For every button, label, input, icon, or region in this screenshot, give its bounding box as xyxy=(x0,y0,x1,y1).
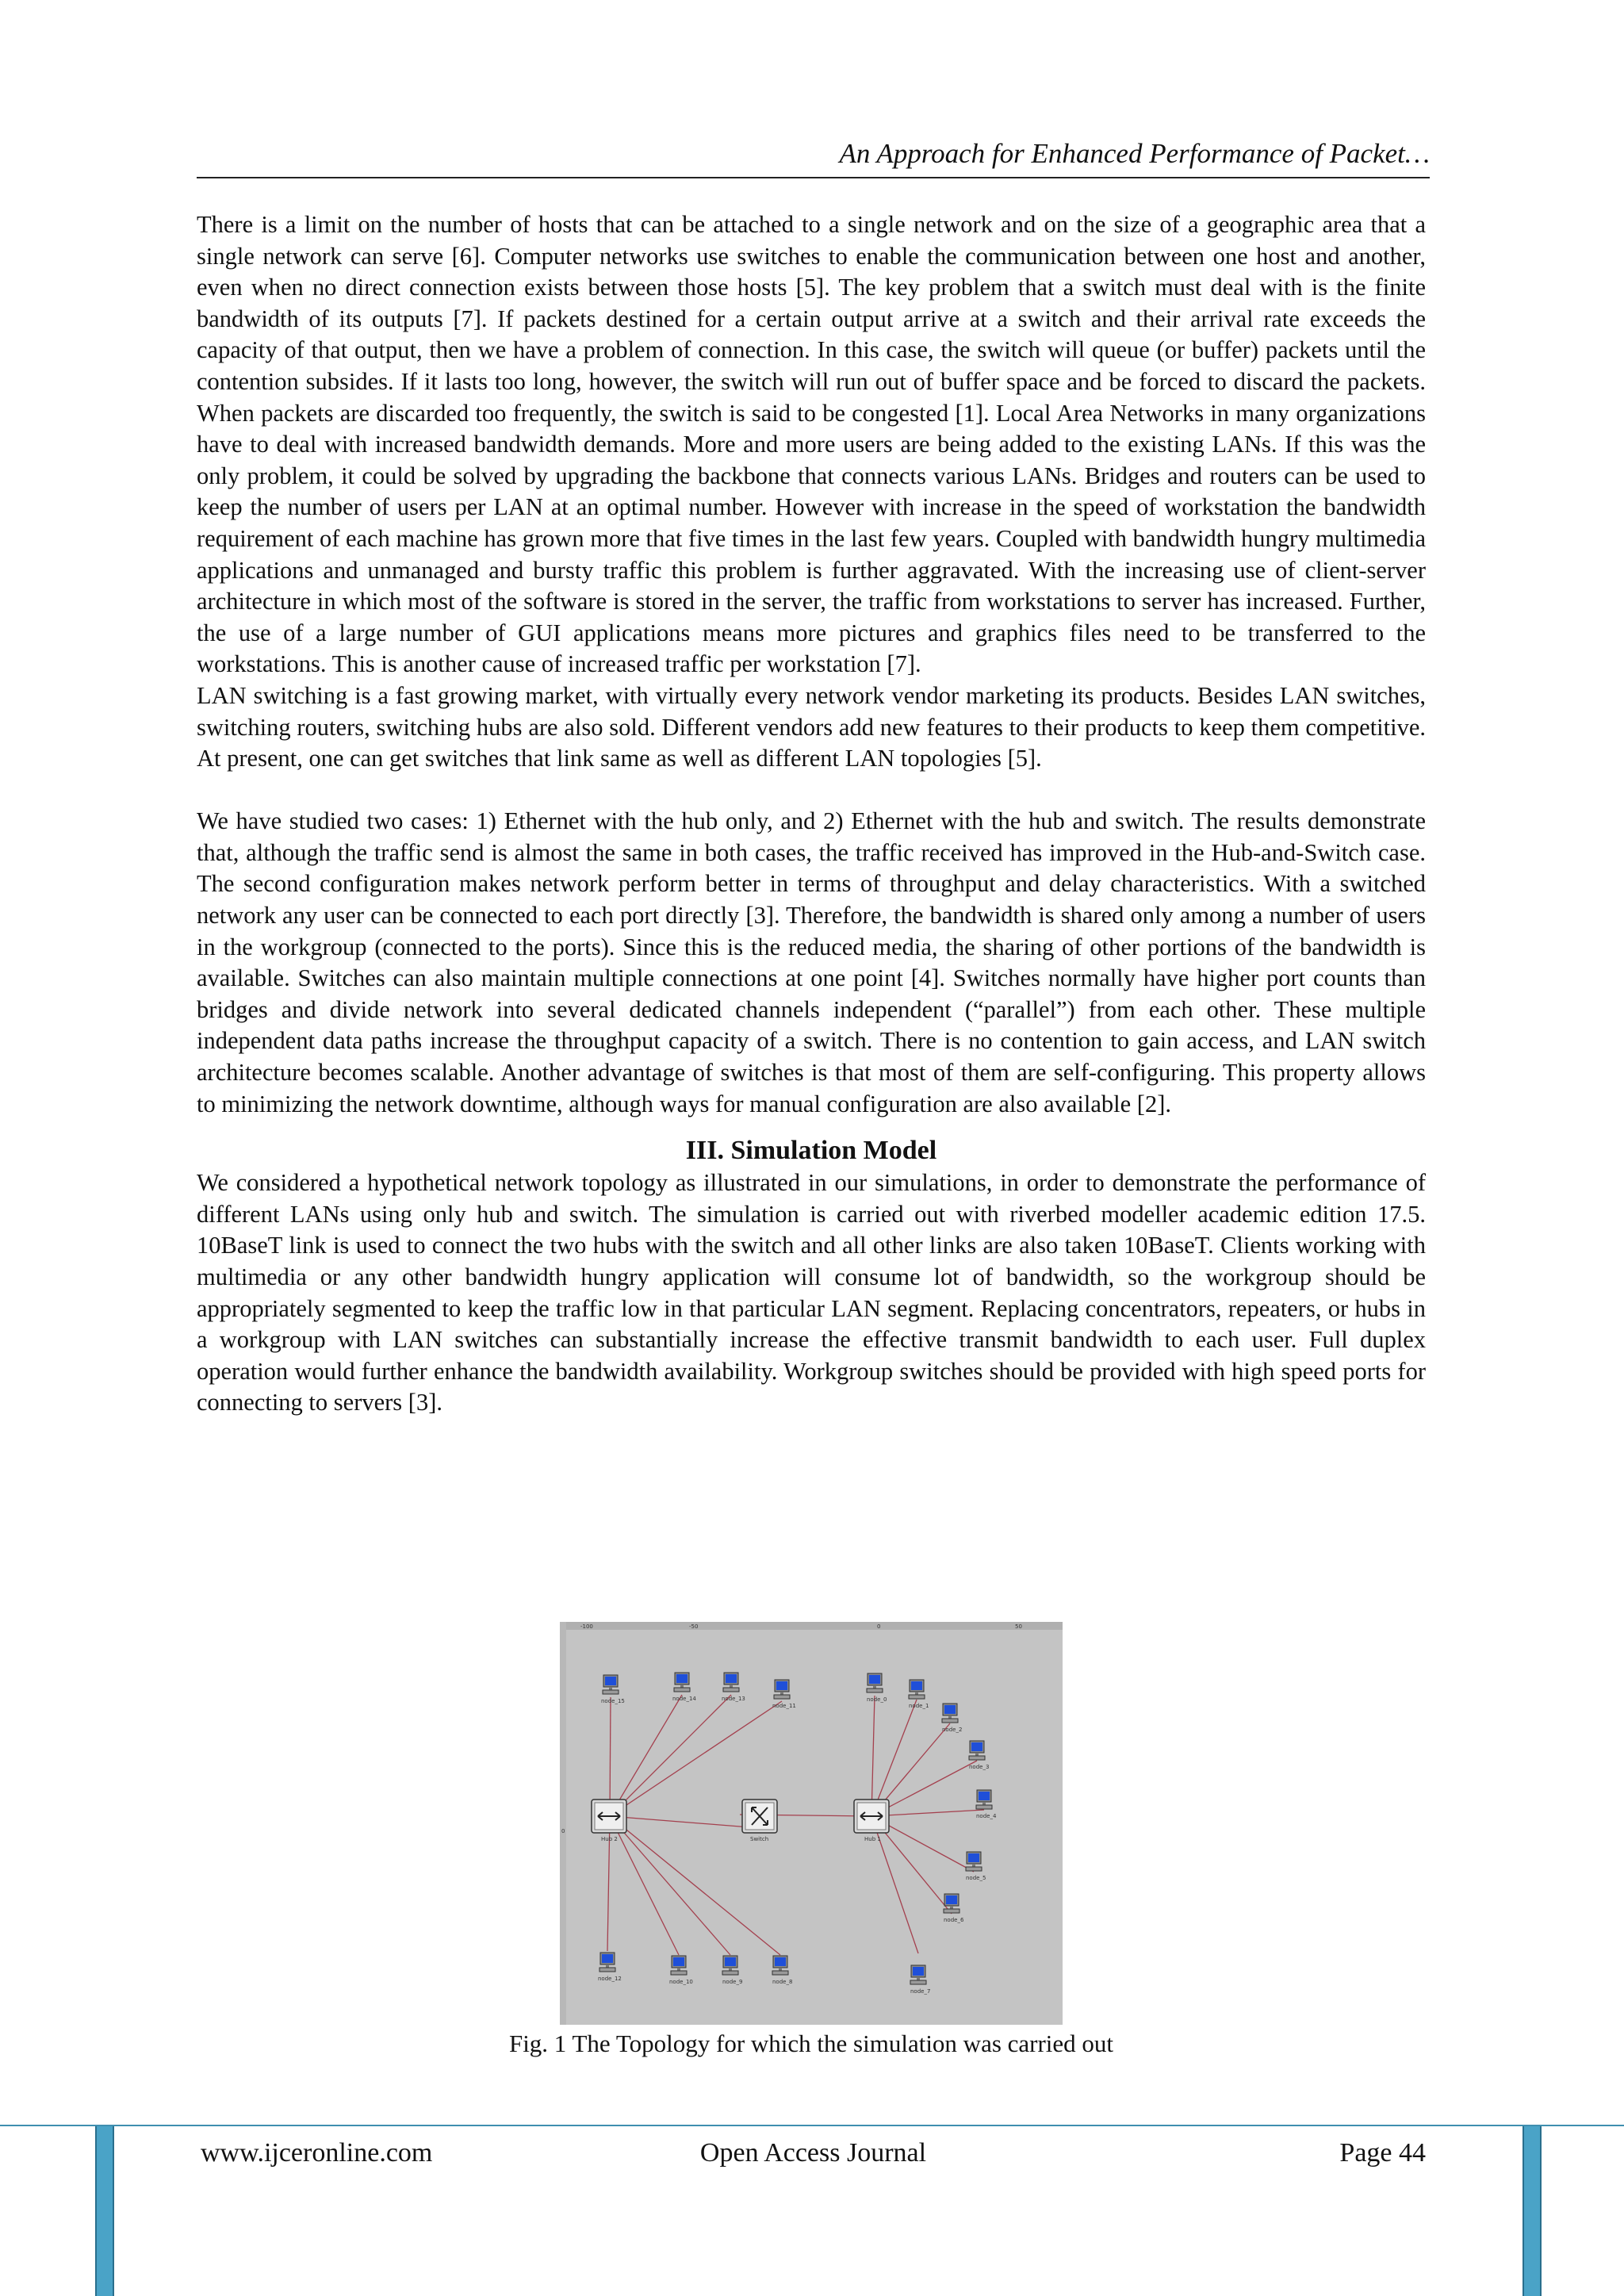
header-rule xyxy=(197,177,1430,178)
tick-label-2: -50 xyxy=(689,1623,699,1630)
figure-caption: Fig. 1 The Topology for which the simulation was carried out xyxy=(508,2030,1114,2057)
footer-website: www.ijceronline.com xyxy=(201,2138,433,2168)
switch-label: Switch xyxy=(750,1836,769,1842)
node-10-label: node_10 xyxy=(669,1979,693,1985)
node-11-label: node_11 xyxy=(772,1703,796,1709)
node-9-label: node_9 xyxy=(722,1979,743,1985)
node-5-label: node_5 xyxy=(966,1875,986,1881)
left-ruler xyxy=(560,1622,566,2025)
footer-page-number: Page 44 xyxy=(1339,2138,1426,2168)
top-ruler xyxy=(560,1622,1063,1630)
running-head: An Approach for Enhanced Performance of Packet… xyxy=(839,138,1430,169)
paragraph-1: There is a limit on the number of hosts that can be attached to a single network and on the size of a geographic area that a single network can serve [6]. Computer networks use switches to enable the communication between one host and another, even when no direct connection exists between those hosts [5]. The key problem that a switch must deal with is the finite bandwidth of its outputs [7]. If packets destined for a certain output arrive at a switch and their arrival rate exceeds the capacity of that output, then we have a problem of connection. In this case, the switch will queue (or buffer) packets until the contention subsides. If it lasts too long, however, the switch will run out of buffer space and be forced to discard the packets. When packets are discarded too frequently, the switch is said to be congested [1]. Local Area Networks in many organizations have to deal with increased bandwidth demands. More and more users are being added to the existing LANs. If this was the only problem, it could be solved by upgrading the backbone that connects various LANs. Bridges and routers can be used to keep the number of users per LAN at an optimal number. However with increase in the speed of workstation the bandwidth requirement of each machine has grown more that five times in the last few years. Coupled with bandwidth hungry multimedia applications and unmanaged and bursty traffic this problem is further aggravated. With the increasing use of client-server architecture in which most of the software is stored in the server, the traffic from workstations to server has increased. Further, the use of a large number of GUI applications means more pictures and graphics files need to be transferred to the workstations. This is another cause of increased traffic per workstation [7]. xyxy=(197,211,1426,678)
node-15-label: node_15 xyxy=(601,1698,625,1704)
node-14-label: node_14 xyxy=(672,1696,696,1702)
paragraph-gap xyxy=(197,775,1426,807)
hub-2-label: Hub 2 xyxy=(601,1836,618,1842)
footer-journal: Open Access Journal xyxy=(699,2138,927,2168)
node-1-label: node_1 xyxy=(909,1703,929,1709)
node-4-label: node_4 xyxy=(976,1813,997,1819)
node-3-label: node_3 xyxy=(969,1764,990,1770)
paragraph-3: We have studied two cases: 1) Ethernet with the hub only, and 2) Ethernet with the hub and switch. The results demonstrate that, although the traffic send is almost the same in both cases, the traffic received has improved in the Hub-and-Switch case. The second configuration makes network perform better in terms of throughput and delay characteristics. With a switched network any user can be connected to each port directly [3]. Therefore, the bandwidth is shared only among a number of users in the workgroup (connected to the ports). Since this is the reduced media, the sharing of other portions of the bandwidth is available. Switches can also maintain multiple connections at one point [4]. Switches normally have higher port counts than bridges and divide network into several dedicated channels independent (“parallel”) from each other. These multiple independent data paths increase the throughput capacity of a switch. There is no contention to gain access, and LAN switch architecture becomes scalable. Another advantage of switches is that most of them are self-configuring. This property allows to minimizing the network downtime, although ways for manual configuration are also available [2]. xyxy=(197,807,1426,1117)
tick-label-4: 50 xyxy=(1015,1623,1022,1630)
footer-rule xyxy=(0,2125,1624,2126)
footer-left-bar xyxy=(95,2126,114,2296)
node-0-label: node_0 xyxy=(867,1696,887,1703)
node-6-label: node_6 xyxy=(944,1917,964,1923)
body-text xyxy=(197,209,1426,1419)
footer-right-bar xyxy=(1522,2126,1542,2296)
node-13-label: node_13 xyxy=(722,1696,745,1702)
hub-1-label: Hub 1 xyxy=(864,1836,881,1842)
tick-label-3: 0 xyxy=(877,1623,881,1630)
node-8-label: node_8 xyxy=(772,1979,793,1985)
topology-diagram xyxy=(560,1622,1063,2025)
paragraph-4: We considered a hypothetical network topology as illustrated in our simulations, in order to demonstrate the performance of different LANs using only hub and switch. The simulation is carried out with riverbed modeller academic edition 17.5. 10BaseT link is used to connect the two hubs with the switch and all other links are also taken 10BaseT. Clients working with multimedia or any other bandwidth hungry application will consume lot of bandwidth, so the workgroup should be appropriately segmented to keep the traffic low in that particular LAN segment. Replacing concentrators, repeaters, or hubs in a workgroup with LAN switches can substantially increase the effective transmit bandwidth to each user. Full duplex operation would further enhance the bandwidth availability. Workgroup switches should be provided with high speed ports for connecting to servers [3]. xyxy=(197,1169,1426,1416)
section-heading: III. Simulation Model xyxy=(685,1136,937,1166)
tick-label-1: -100 xyxy=(580,1623,593,1630)
y-tick-label: 0 xyxy=(561,1828,565,1834)
node-7-label: node_7 xyxy=(910,1988,931,1995)
node-2-label: node_2 xyxy=(942,1727,963,1733)
topology-figure xyxy=(560,1622,1063,2025)
paragraph-2: LAN switching is a fast growing market, with virtually every network vendor marketing its products. Besides LAN switches, switching routers, switching hubs are also sold. Different vendors add new features to their products to keep them competitive. At present, one can get switches that link same as well as different LAN topologies [5]. xyxy=(197,681,1426,772)
node-12-label: node_12 xyxy=(598,1976,622,1982)
canvas-background xyxy=(560,1622,1063,2025)
